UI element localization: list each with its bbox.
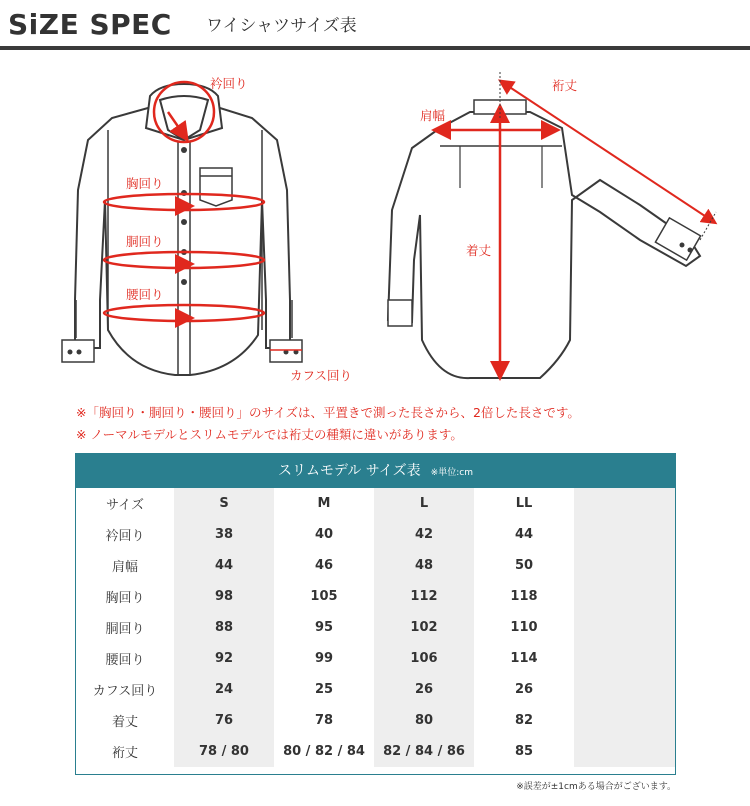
blank-cell [574,705,675,736]
column-header: L [374,488,474,519]
size-table [75,453,676,775]
shirt-front-illustration [62,84,302,375]
chest-label: 胸回り [126,176,164,191]
collar-label: 衿回り [210,76,248,91]
note-item: ※「胸回り・胴回り・腰回り」のサイズは、平置きで測った長さから、2倍した長さです。 [76,405,580,420]
notes [76,402,580,446]
table-cell: 26 [374,674,474,705]
note-item: ※ ノーマルモデルとスリムモデルでは裄丈の種類に違いがあります。 [76,427,463,442]
table-cell: 88 [174,612,274,643]
table-row [76,643,675,674]
row-label: サイズ [106,498,144,513]
table-cell: 40 [274,519,374,550]
sleeve-label: 裄丈 [552,78,578,93]
page-header [0,0,750,50]
table-cell: 106 [374,643,474,674]
hip-label: 腰回り [126,287,164,302]
page-subtitle: ワイシャツサイズ表 [206,16,357,36]
table-cell: 82 / 84 / 86 [374,736,474,767]
blank-cell [574,643,675,674]
table-cell: 78 [274,705,374,736]
table-cell: 114 [474,643,574,674]
blank-cell [574,488,675,519]
table-cell: 76 [174,705,274,736]
size-table-unit: ※単位:cm [430,468,473,478]
table-row [76,550,675,581]
table-cell: 110 [474,612,574,643]
table-cell: 44 [474,519,574,550]
blank-cell [574,581,675,612]
table-cell: 112 [374,581,474,612]
table-cell: 102 [374,612,474,643]
table-cell: 99 [274,643,374,674]
table-row [76,736,675,767]
table-cell: 92 [174,643,274,674]
shoulder-label: 肩幅 [420,108,446,123]
waist-upper-label: 胴回り [126,234,164,249]
row-label: 胴回り [105,622,145,637]
length-label: 着丈 [466,243,492,258]
table-header-row [76,488,675,519]
blank-cell [574,674,675,705]
table-row [76,674,675,705]
table-cell: 38 [174,519,274,550]
table-cell: 82 [474,705,574,736]
table-cell: 98 [174,581,274,612]
blank-cell [574,550,675,581]
table-cell: 44 [174,550,274,581]
size-table-grid [76,488,675,767]
row-label: 肩幅 [111,560,138,575]
table-cell: 105 [274,581,374,612]
row-label: 腰回り [105,653,145,668]
table-cell: 118 [474,581,574,612]
table-row [76,612,675,643]
footnote: ※誤差が±1cmある場合がございます。 [516,782,676,792]
size-table-title: スリムモデル サイズ表 [278,463,421,479]
table-cell: 25 [274,674,374,705]
column-header: M [274,488,374,519]
shirt-back-illustration [388,100,701,378]
table-cell: 50 [474,550,574,581]
table-cell: 24 [174,674,274,705]
table-cell: 80 / 82 / 84 [274,736,374,767]
row-label: 胸回り [105,591,145,606]
table-cell: 42 [374,519,474,550]
table-row [76,705,675,736]
size-table-header [76,454,675,488]
table-cell: 26 [474,674,574,705]
table-cell: 95 [274,612,374,643]
column-header: S [174,488,274,519]
table-row [76,581,675,612]
table-cell: 46 [274,550,374,581]
row-label: 衿回り [105,529,145,544]
table-row [76,519,675,550]
cuff-label: カフス回り [290,368,353,383]
blank-cell [574,612,675,643]
row-label: 着丈 [111,715,138,730]
table-cell: 85 [474,736,574,767]
page-title: SiZE SPEC [8,8,172,41]
column-header: LL [474,488,574,519]
table-cell: 48 [374,550,474,581]
row-label: カフス回り [92,684,158,699]
table-cell: 80 [374,705,474,736]
row-label: 裄丈 [111,746,138,761]
blank-cell [574,519,675,550]
shirt-measurement-diagram [0,50,750,400]
table-cell: 78 / 80 [174,736,274,767]
blank-cell [574,736,675,767]
